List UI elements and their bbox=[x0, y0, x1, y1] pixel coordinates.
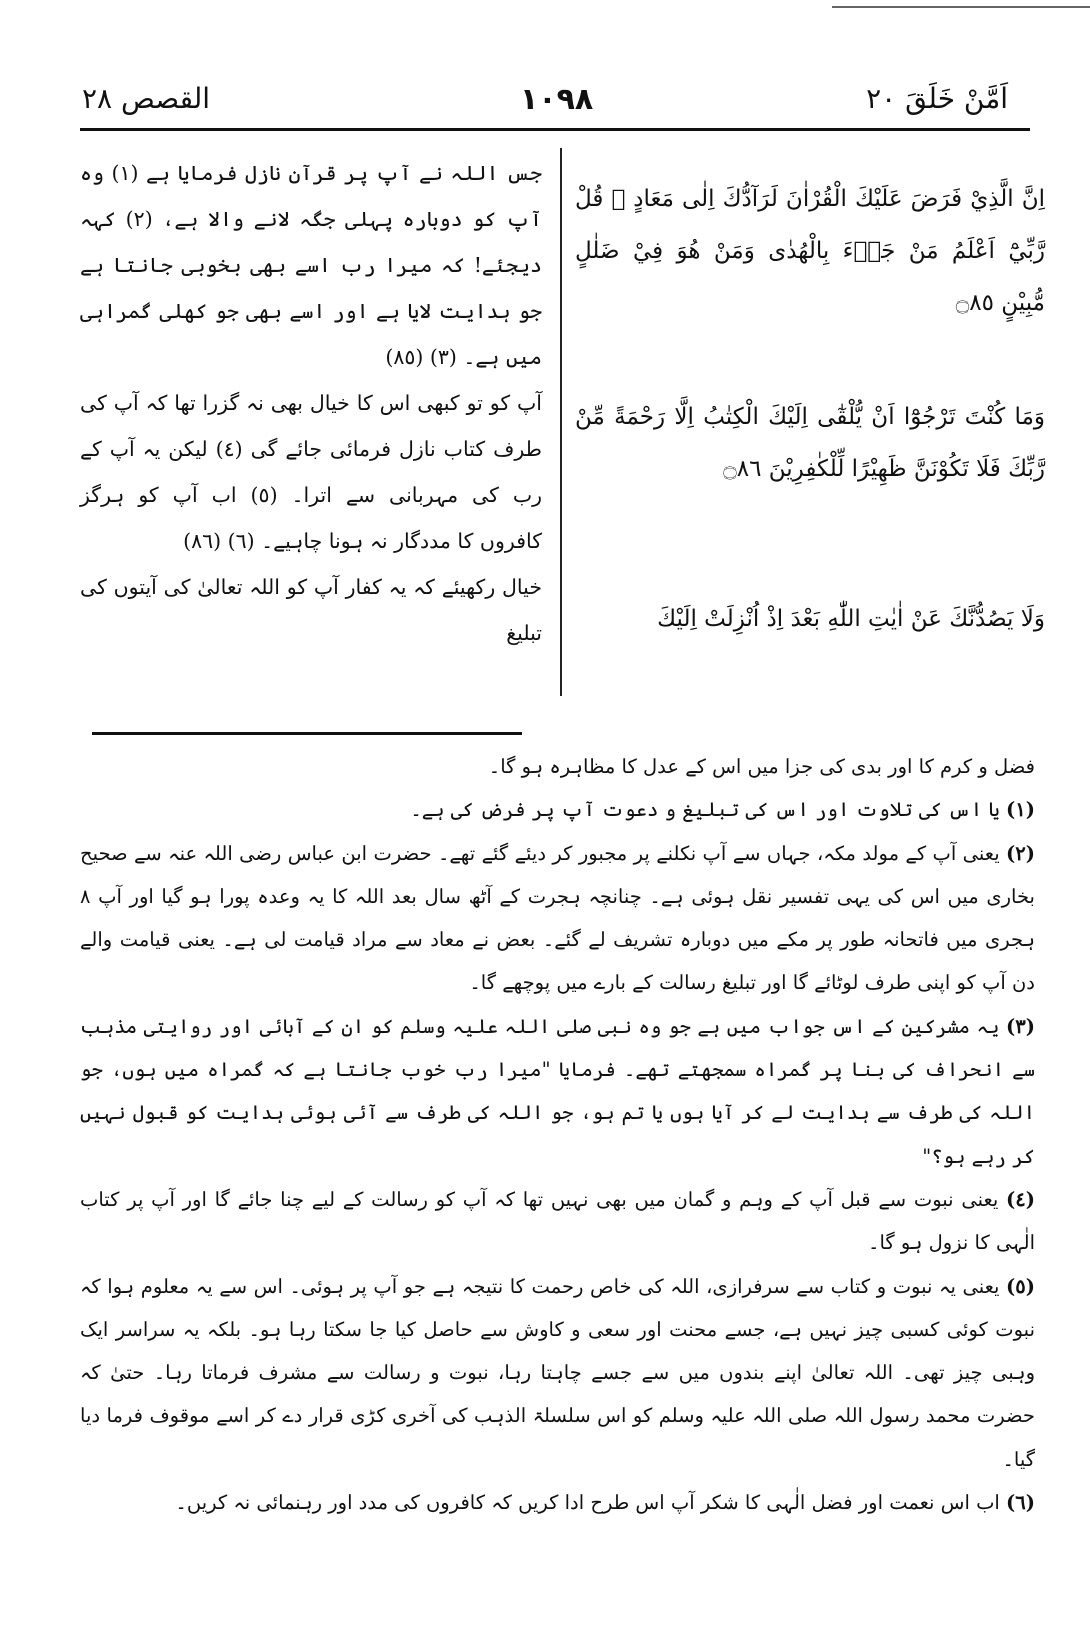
footnote-number: (٢) bbox=[1006, 841, 1035, 865]
footnote-number: (٤) bbox=[1006, 1187, 1035, 1211]
footnote-text: فضل و کرم کا اور بدی کی جزا میں اس کے عدل کا مظاہرہ ہو گا۔ bbox=[488, 755, 1035, 778]
footnote-2 bbox=[80, 832, 1035, 1005]
page-header bbox=[50, 82, 1050, 122]
footnote-separator bbox=[92, 732, 522, 735]
footnote-continued bbox=[80, 745, 1035, 788]
footnote-text: یہ مشرکین کے اس جواب میں ہے جو وہ نبی صلی اللہ علیہ وسلم کو ان کے آبائی اور روایتی مذہب سے انحراف کی بنا پر گمراہ سمجھتے تھے۔ فرمایا "میرا رب خوب جانتا ہے کہ گمراہ میں ہوں، جو اللہ کی طرف سے ہدایت لے کر آیا ہوں یا تم ہو، جو اللہ کی طرف سے آئی ہوئی ہدایت کو قبول نہیں کر رہے ہو؟" bbox=[80, 1014, 1035, 1168]
column-divider bbox=[560, 148, 562, 696]
footnote-5 bbox=[80, 1265, 1035, 1481]
footnote-number: (١) bbox=[1006, 798, 1035, 822]
page-number: ١٠٩٨ bbox=[520, 82, 594, 117]
ayah-86: وَمَا كُنْتَ تَرْجُوْٓا اَنْ يُّلْقٰٓى اِلَيْكَ الْكِتٰبُ اِلَّا رَحْمَةً مِّنْ رَّبِّكَ فَلَا تَكُوْنَنَّ ظَهِيْرًا لِّلْكٰفِرِيْنَ ۝٨٦ bbox=[575, 404, 1045, 482]
translation-85: جس اللہ نے آپ پر قرآن نازل فرمایا ہے (١) وہ آپ کو دوبارہ پہلی جگہ لانے والا ہے، (٢) کہہ دیجئے! کہ میرا رب اسے بھی بخوبی جانتا ہے جو ہدایت لایا ہے اور اسے بھی جو کھلی گمراہی میں ہے۔ (٣) (٨٥) bbox=[80, 161, 542, 369]
translation-86: آپ کو تو کبھی اس کا خیال بھی نہ گزرا تھا کہ آپ کی طرف کتاب نازل فرمائی جائے گی (٤) لیکن یہ آپ کے رب کی مہربانی سے اترا۔ (٥) اب آپ کو ہرگز کافروں کا مددگار نہ ہونا چاہیے۔ (٦) (٨٦) bbox=[80, 391, 543, 553]
footnote-text: یعنی نبوت سے قبل آپ کے وہم و گمان میں بھی نہیں تھا کہ آپ کو رسالت کے لیے چنا جائے گا اور آپ پر کتاب الٰہی کا نزول ہو گا۔ bbox=[80, 1187, 1035, 1255]
ayah-85: اِنَّ الَّذِيْ فَرَضَ عَلَيْكَ الْقُرْاٰنَ لَرَآدُّكَ اِلٰى مَعَادٍ ۭ قُلْ رَّبِّيْٓ اَعْلَمُ مَنْ جَاۗءَ بِالْهُدٰى وَمَنْ هُوَ فِيْ ضَلٰلٍ مُّبِيْنٍ ۝٨٥ bbox=[575, 186, 1045, 316]
footnote-text: یا اس کی تلاوت اور اس کی تبلیغ و دعوت آپ پر فرض کی ہے۔ bbox=[410, 798, 1000, 822]
footnote-1 bbox=[80, 788, 1035, 831]
footnote-number: (٦) bbox=[1006, 1491, 1035, 1515]
footnote-text: اب اس نعمت اور فضل الٰہی کا شکر آپ اس طرح ادا کریں کہ کافروں کی مدد اور رہنمائی نہ کریں۔ bbox=[175, 1491, 1000, 1515]
translation-87-start: خیال رکھیئے کہ یہ کفار آپ کو اللہ تعالیٰ کی آیتوں کی تبلیغ bbox=[80, 575, 542, 645]
footnote-number: (٣) bbox=[1006, 1014, 1035, 1038]
footnote-4 bbox=[80, 1178, 1035, 1265]
ayah-87-start: وَلَا يَصُدُّنَّكَ عَنْ اٰيٰتِ اللّٰهِ بَعْدَ اِذْ اُنْزِلَتْ اِلَيْكَ bbox=[657, 606, 1045, 632]
footnotes bbox=[80, 745, 1035, 1524]
footnote-number: (٥) bbox=[1006, 1274, 1035, 1298]
translation-column bbox=[80, 150, 542, 656]
footnote-3 bbox=[80, 1005, 1035, 1178]
top-edge-rule bbox=[832, 6, 1090, 8]
juz-name: اَمَّنْ خَلَقَ ٢٠ bbox=[866, 82, 1008, 115]
footnote-text: یعنی یہ نبوت و کتاب سے سرفرازی، اللہ کی خاص رحمت کا نتیجہ ہے جو آپ پر ہوئی۔ اس سے یہ معلوم ہوا کہ نبوت کوئی کسبی چیز نہیں ہے، جسے محنت اور سعی و کاوش سے حاصل کیا جا سکتا رہا ہو۔ بلکہ یہ سراسر ایک وہبی چیز تھی۔ اللہ تعالیٰ اپنے بندوں میں سے جسے چاہتا رہا، نبوت و رسالت سے مشرف فرماتا رہا۔ حتیٰ کہ حضرت محمد رسول اللہ صلی اللہ علیہ وسلم کو اس سلسلۃ الذہب کی آخری کڑی قرار دے کر اسے موقوف فرما دیا گیا۔ bbox=[80, 1274, 1035, 1471]
footnote-6 bbox=[80, 1481, 1035, 1524]
footnote-text: یعنی آپ کے مولد مکہ، جہاں سے آپ نکلنے پر مجبور کر دیئے گئے تھے۔ حضرت ابن عباس رضی اللہ عنہ سے صحیح بخاری میں اس کی یہی تفسیر نقل ہوئی ہے۔ چنانچہ ہجرت کے آٹھ سال بعد اللہ کا یہ وعدہ پورا ہو گیا اور آپ ٨ ہجری میں فاتحانہ طور پر مکے میں دوبارہ تشریف لے گئے۔ بعض نے معاد سے مراد قیامت لی ہے۔ یعنی قیامت والے دن آپ کو اپنی طرف لوٹائے گا اور تبلیغ رسالت کے بارے میں پوچھے گا۔ bbox=[80, 841, 1035, 995]
surah-name: القصص ٢٨ bbox=[82, 82, 211, 115]
header-rule bbox=[80, 128, 1030, 131]
